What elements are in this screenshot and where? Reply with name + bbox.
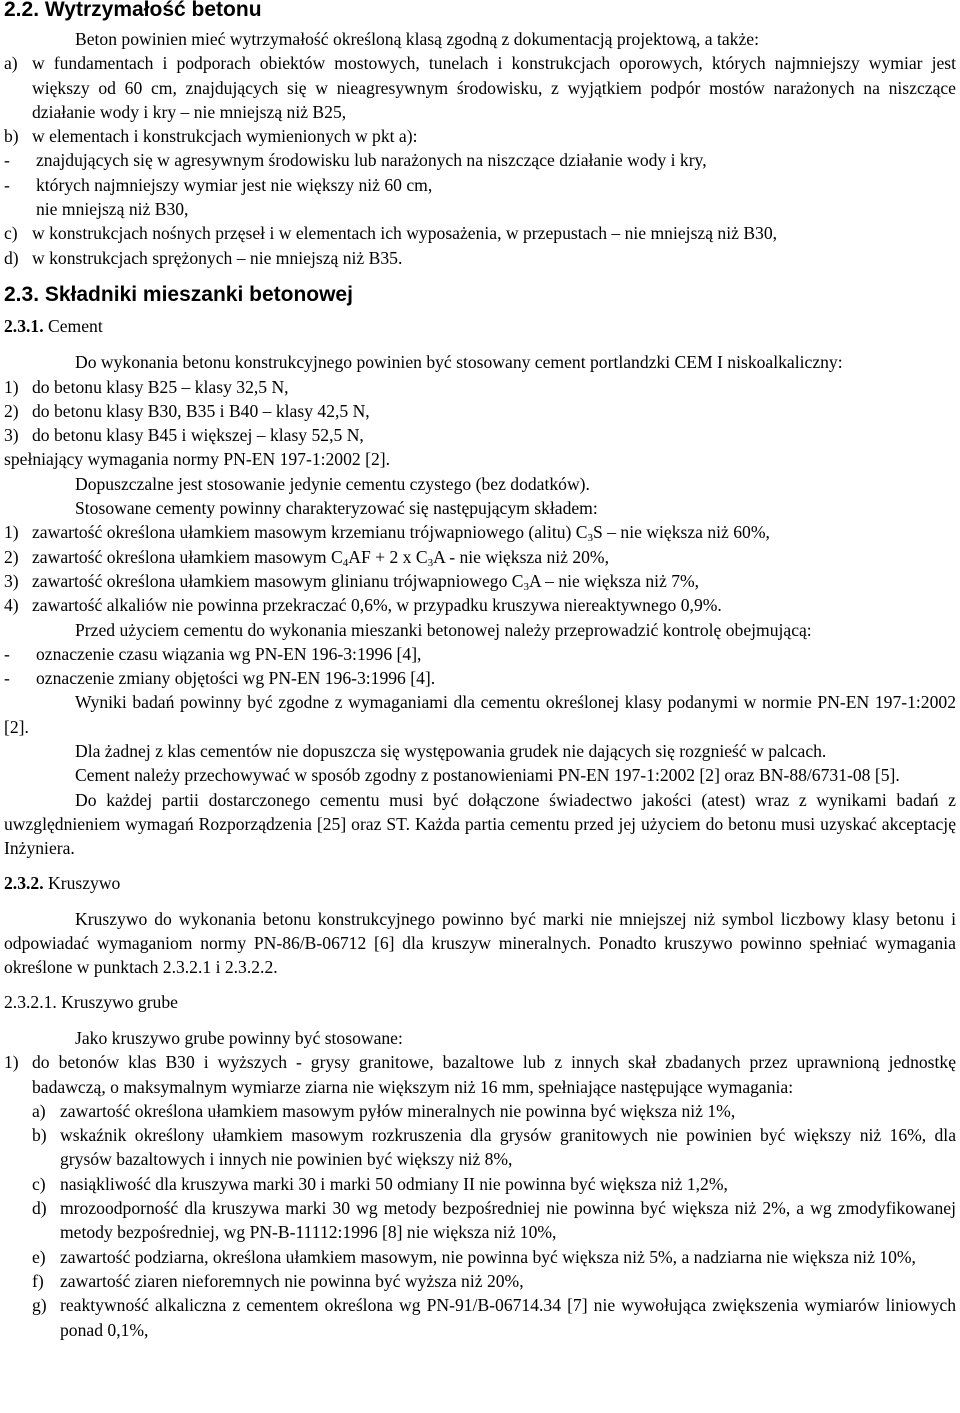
- paragraph: Beton powinien mieć wytrzymałość określoną klasą zgodną z dokumentacją projektową, a także:: [75, 29, 759, 49]
- paragraph: Dla żadnej z klas cementów nie dopuszcza się występowania grudek nie dających się rozgnieść w palcach.: [75, 741, 827, 762]
- list-item: g) reaktywność alkaliczna z cementem określona wg PN-91/B-06714.34 [7] nie wywołująca zwiększenia wymiarów liniowych ponad 0,1%,: [32, 1295, 956, 1340]
- list-item: 3) do betonu klasy B45 i większej – klasy 52,5 N,: [4, 425, 364, 446]
- paragraph: Przed użyciem cementu do wykonania mieszanki betonowej należy przeprowadzić kontrolę obejmującą:: [75, 619, 812, 640]
- subsection-title-kruszywo-grube: 2.3.2.1. Kruszywo grube: [4, 991, 178, 1012]
- paragraph: Cement należy przechowywać w sposób zgodny z postanowieniami PN-EN 197-1:2002 [2] oraz BN-88/6731-08 [5].: [75, 765, 900, 786]
- subsection-title-cement: 2.3.1. Cement: [4, 315, 103, 336]
- list-item: e) zawartość podziarna, określona ułamkiem masowym, nie powinna być większa niż 5%, a nadziarna nie większa niż 10%,: [32, 1246, 916, 1267]
- paragraph: Dopuszczalne jest stosowanie jedynie cementu czystego (bez dodatków).: [75, 473, 590, 494]
- list-item: - znajdujących się w agresywnym środowisku lub narażonych na niszczące działanie wody i kry,: [4, 150, 707, 171]
- list-item: 1) do betonu klasy B25 – klasy 32,5 N,: [4, 376, 289, 397]
- list-item: 4) zawartość alkaliów nie powinna przekraczać 0,6%, w przypadku kruszywa niereaktywnego 0,9%.: [4, 595, 722, 616]
- list-item: - których najmniejszy wymiar jest nie większy niż 60 cm,: [4, 174, 433, 195]
- paragraph: spełniający wymagania normy PN-EN 197-1:2002 [2].: [4, 449, 390, 470]
- list-item: d) mrozoodporność dla kruszywa marki 30 wg metody bezpośredniej nie powinna być większa niż 2%, a wg zmodyfikowanej metody bezpośredniej, wg PN-B-11112:1996 [8] nie większa niż 10%,: [32, 1198, 956, 1243]
- section-title-2-2: 2.2. Wytrzymałość betonu: [4, 0, 262, 21]
- paragraph: Stosowane cementy powinny charakteryzować się następującym składem:: [75, 498, 598, 519]
- list-item: f) zawartość ziaren nieforemnych nie powinna być wyższa niż 20%,: [32, 1270, 524, 1291]
- list-item: 2) do betonu klasy B30, B35 i B40 – klasy 42,5 N,: [4, 400, 370, 421]
- list-item: b) w elementach i konstrukcjach wymienionych w pkt a):: [4, 126, 418, 147]
- paragraph: Do każdej partii dostarczonego cementu musi być dołączone świadectwo jakości (atest) wraz z wynikami badań z uwzględnieniem wymagań Rozporządzenia [25] oraz ST. Każda partia cementu przed jej użyciem do betonu musi uzyskać akceptację Inżyniera.: [4, 789, 956, 859]
- paragraph: nie mniejszą niż B30,: [36, 199, 189, 220]
- list-item: c) nasiąkliwość dla kruszywa marki 30 i marki 50 odmiany II nie powinna być większa niż 1,2%,: [32, 1173, 728, 1194]
- list-item: - oznaczenie zmiany objętości wg PN-EN 196-3:1996 [4].: [4, 668, 436, 689]
- paragraph: Do wykonania betonu konstrukcyjnego powinien być stosowany cement portlandzki CEM I niskoalkaliczny:: [75, 352, 843, 373]
- list-item: 1) do betonów klas B30 i wyższych - grysy granitowe, bazaltowe lub z innych skał zbadanych przez uprawnioną jednostkę badawczą, o maksymalnym wymiarze ziarna nie większym niż 16 mm, spełniające następujące wymagania:: [4, 1052, 956, 1097]
- paragraph: Kruszywo do wykonania betonu konstrukcyjnego powinno być marki nie mniejszej niż symbol liczbowy klasy betonu i odpowiadać wymaganiom normy PN-86/B-06712 [6] dla kruszyw mineralnych. Ponadto kruszywo powinno spełniać wymagania określone w punktach 2.3.2.1 i 2.3.2.2.: [4, 908, 956, 978]
- list-item: c) w konstrukcjach nośnych przęseł i w elementach ich wyposażenia, w przepustach – nie mniejszą niż B30,: [4, 223, 778, 244]
- paragraph: Wyniki badań powinny być zgodne z wymaganiami dla cementu określonej klasy podanymi w normie PN-EN 197-1:2002 [2].: [4, 692, 956, 737]
- list-item: - oznaczenie czasu wiązania wg PN-EN 196-3:1996 [4],: [4, 643, 422, 664]
- list-item: 1) zawartość określona ułamkiem masowym krzemianu trójwapniowego (alitu) $C_3S$ – nie większa niż 60%,: [4, 522, 770, 545]
- list-item: d) w konstrukcjach sprężonych – nie mniejszą niż B35.: [4, 247, 403, 268]
- list-item: 3) zawartość określona ułamkiem masowym glinianu trójwapniowego $C_3A$ – nie większa niż 7%,: [4, 570, 700, 593]
- list-item: a) zawartość określona ułamkiem masowym pyłów mineralnych nie powinna być większa niż 1%,: [32, 1100, 736, 1121]
- list-item: b) wskaźnik określony ułamkiem masowym rozkruszenia dla grysów granitowych nie powinien być większy niż 16%, dla grysów bazaltowych i innych nie powinien być większy niż 8%,: [32, 1125, 956, 1170]
- section-title-2-3: 2.3. Składniki mieszanki betonowej: [4, 282, 353, 306]
- list-item: 2) zawartość określona ułamkiem masowym $C_4AF + 2$ x $C_3A$ - nie większa niż 20%,: [4, 546, 609, 569]
- paragraph: Jako kruszywo grube powinny być stosowane:: [75, 1027, 403, 1048]
- list-item: a) w fundamentach i podporach obiektów mostowych, tunelach i konstrukcjach oporowych, których najmniejszy wymiar jest większy od 60 cm, znajdujących się w nieagresywnym środowisku, z wyjątkiem podpór mostów narażonych na niszczące działanie wody i kry – nie mniejszą niż B25,: [4, 53, 956, 122]
- subsection-title-kruszywo: 2.3.2. Kruszywo: [4, 872, 121, 893]
